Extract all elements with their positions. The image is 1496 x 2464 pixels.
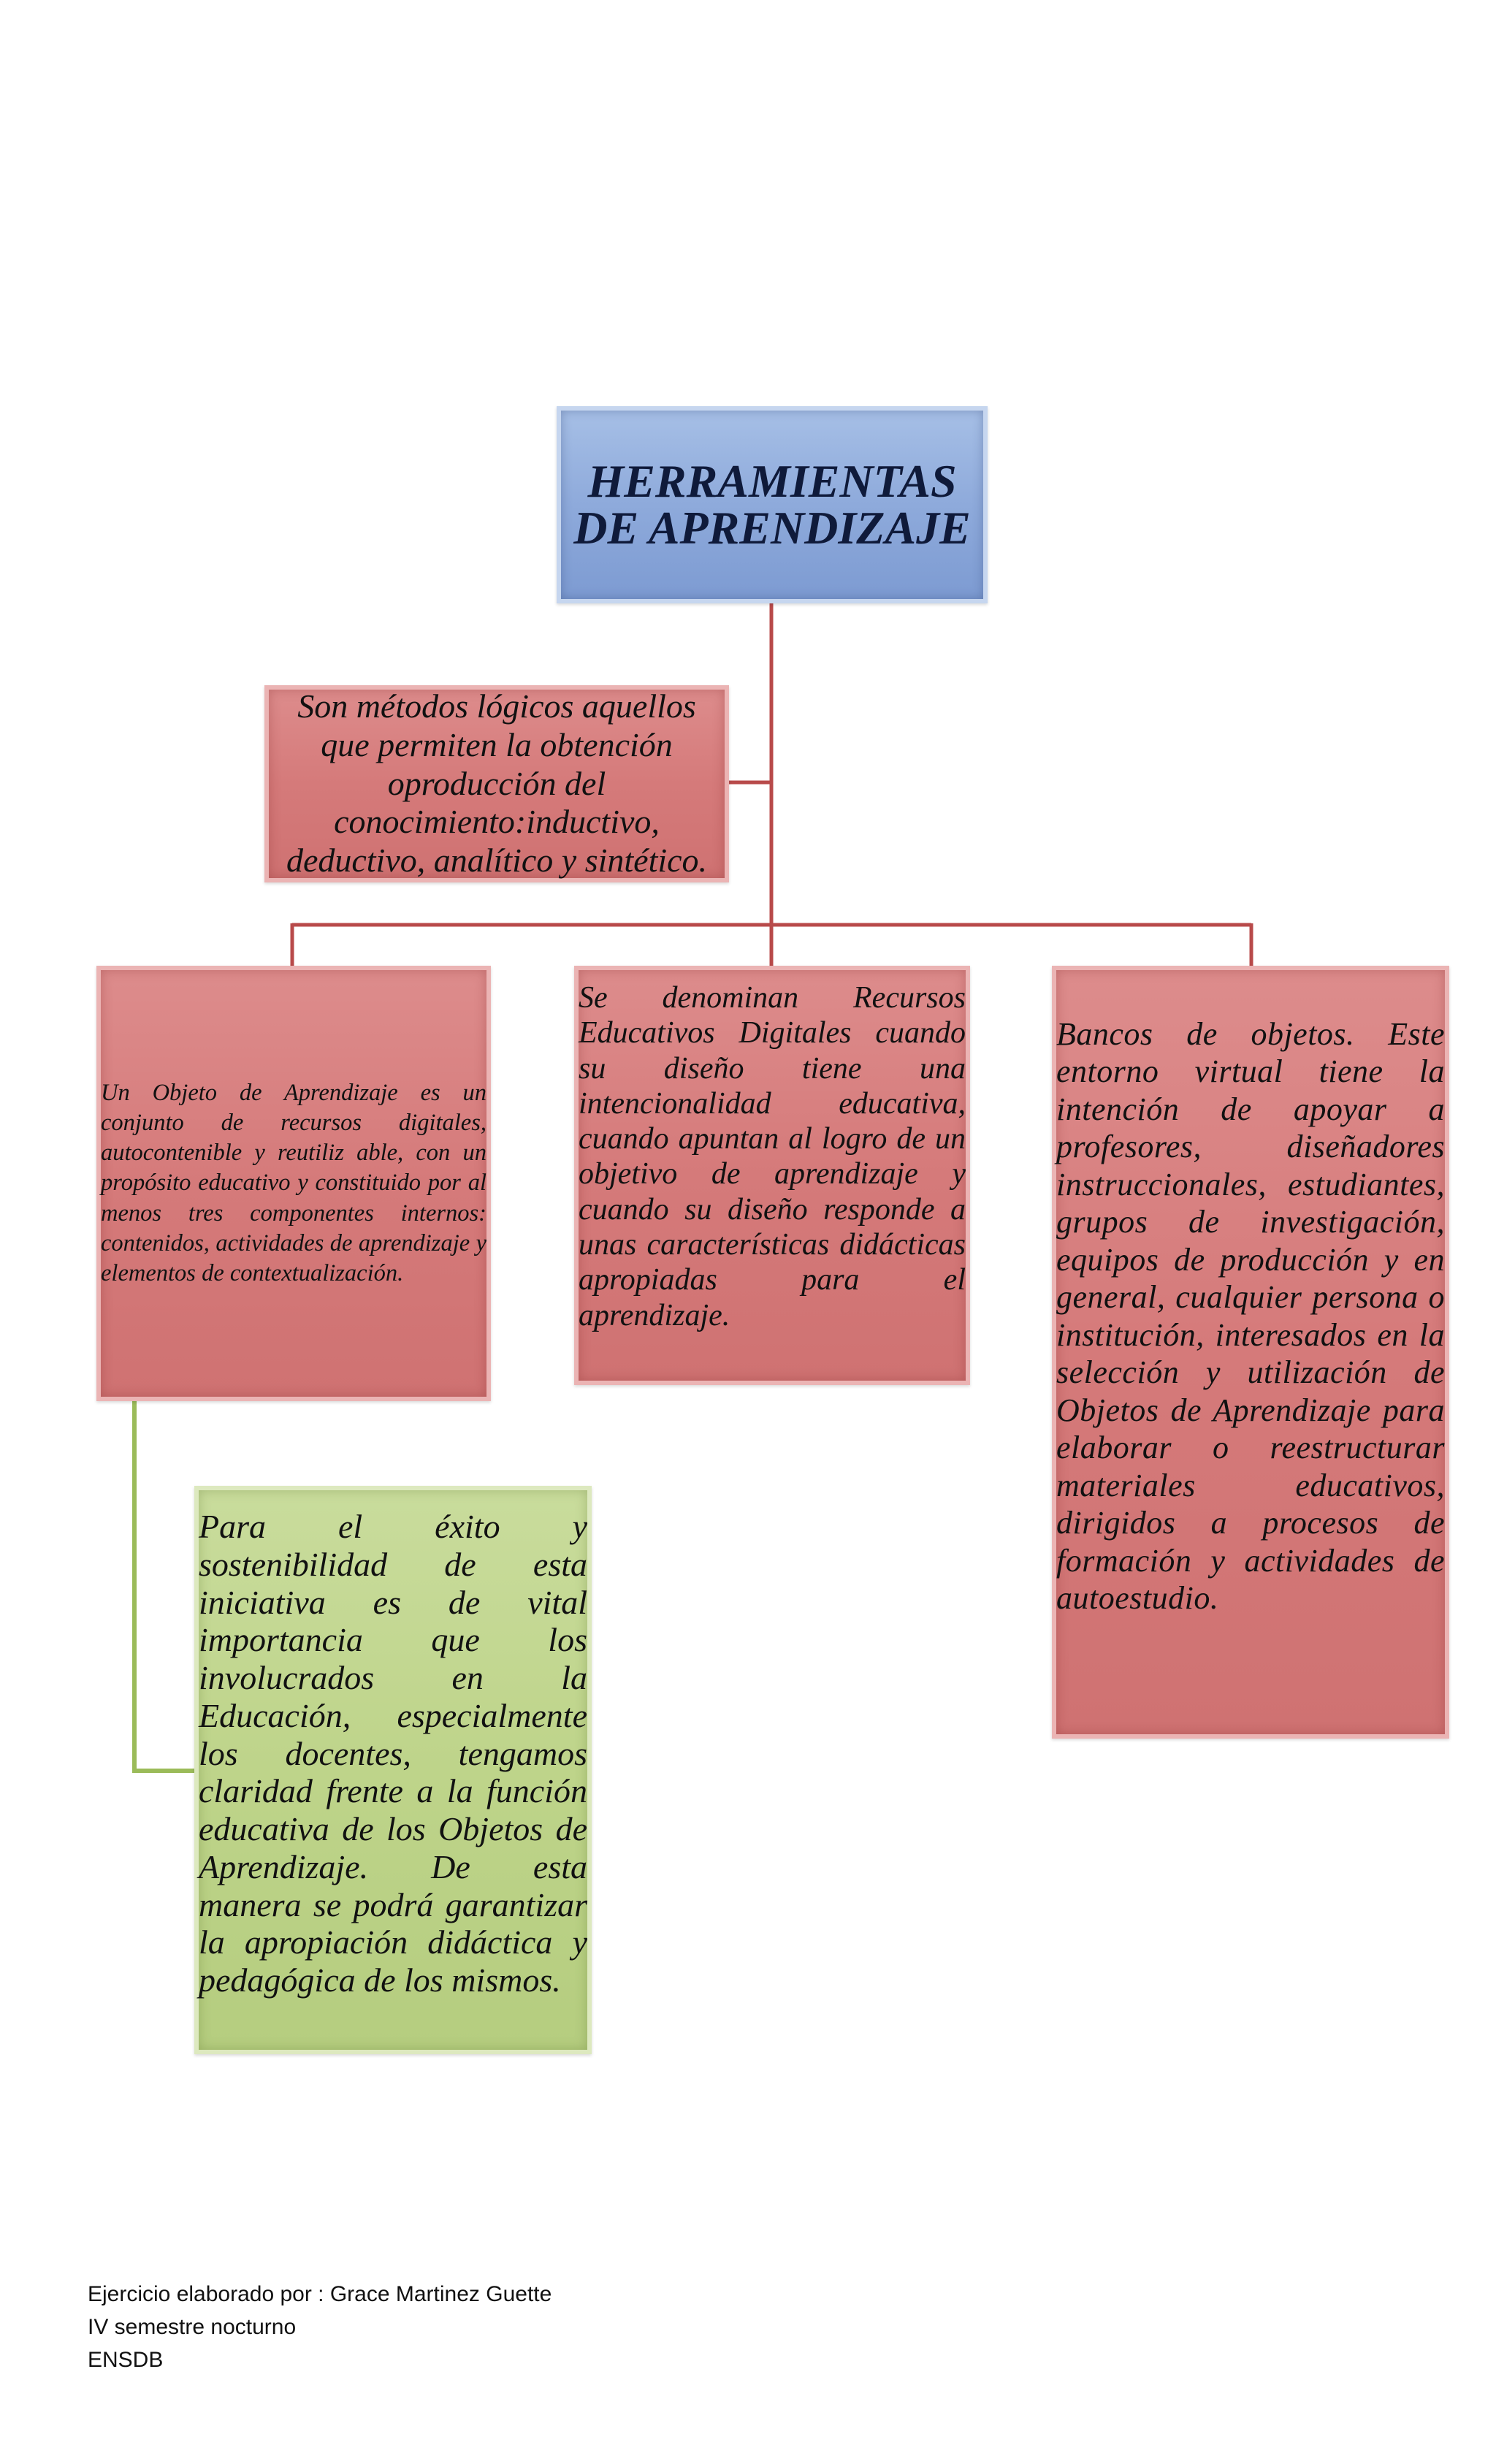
- footer-credits: [88, 2278, 552, 2376]
- definition-node: [264, 685, 729, 882]
- learning-object-text: Un Objeto de Aprendizaje es un conjunto de recursos digitales, autocontenible y reutiliz able, con un propósito educativo y constituido por al menos tres componentes internos: contenidos, actividades de aprendizaje y elementos de contextualización.: [101, 1079, 486, 1287]
- definition-text: Son métodos lógicos aquellos que permiten la obtención oproducción del conocimiento:inductivo, deductivo, analítico y sintético.: [286, 687, 708, 880]
- connector-sub-note: [134, 1401, 194, 1771]
- footer-author: Ejercicio elaborado por : Grace Martinez Guette: [88, 2282, 552, 2306]
- object-banks-node: [1052, 966, 1449, 1739]
- title-node: [557, 406, 988, 603]
- digital-resources-text: Se denominan Recursos Educativos Digitales cuando su diseño tiene una intencionalidad educativa, cuando apuntan al logro de un objetivo de aprendizaje y cuando su diseño responde a unas características didácticas apropiadas para el aprendizaje.: [579, 981, 966, 1332]
- learning-object-node: [96, 966, 491, 1401]
- object-banks-text: Bancos de objetos. Este entorno virtual tiene la intención de apoyar a profesores, diseñadores instruccionales, estudiantes, grupos de investigación, equipos de producción y en general, cualquier persona o institución, interesados en la selección y utilización de Objetos de Aprendizaje para elaborar o reestructurar materiales educativos, dirigidos a procesos de formación y actividades de autoestudio.: [1056, 1016, 1445, 1617]
- sub-note-text: Para el éxito y sostenibilidad de esta iniciativa es de vital importancia que los involucrados en la Educación, especialmente los docentes, tengamos claridad frente a la función educativa de los Objetos de Aprendizaje. De esta manera se podrá garantizar la apropiación didáctica y pedagógica de los mismos.: [199, 1508, 587, 1999]
- sub-note-node: [194, 1486, 592, 2054]
- digital-resources-node: [574, 966, 970, 1385]
- footer-school: ENSDB: [88, 2348, 164, 2372]
- footer-semester: IV semestre nocturno: [88, 2315, 297, 2339]
- diagram-title: HERRAMIENTAS DE APRENDIZAJE: [573, 455, 971, 554]
